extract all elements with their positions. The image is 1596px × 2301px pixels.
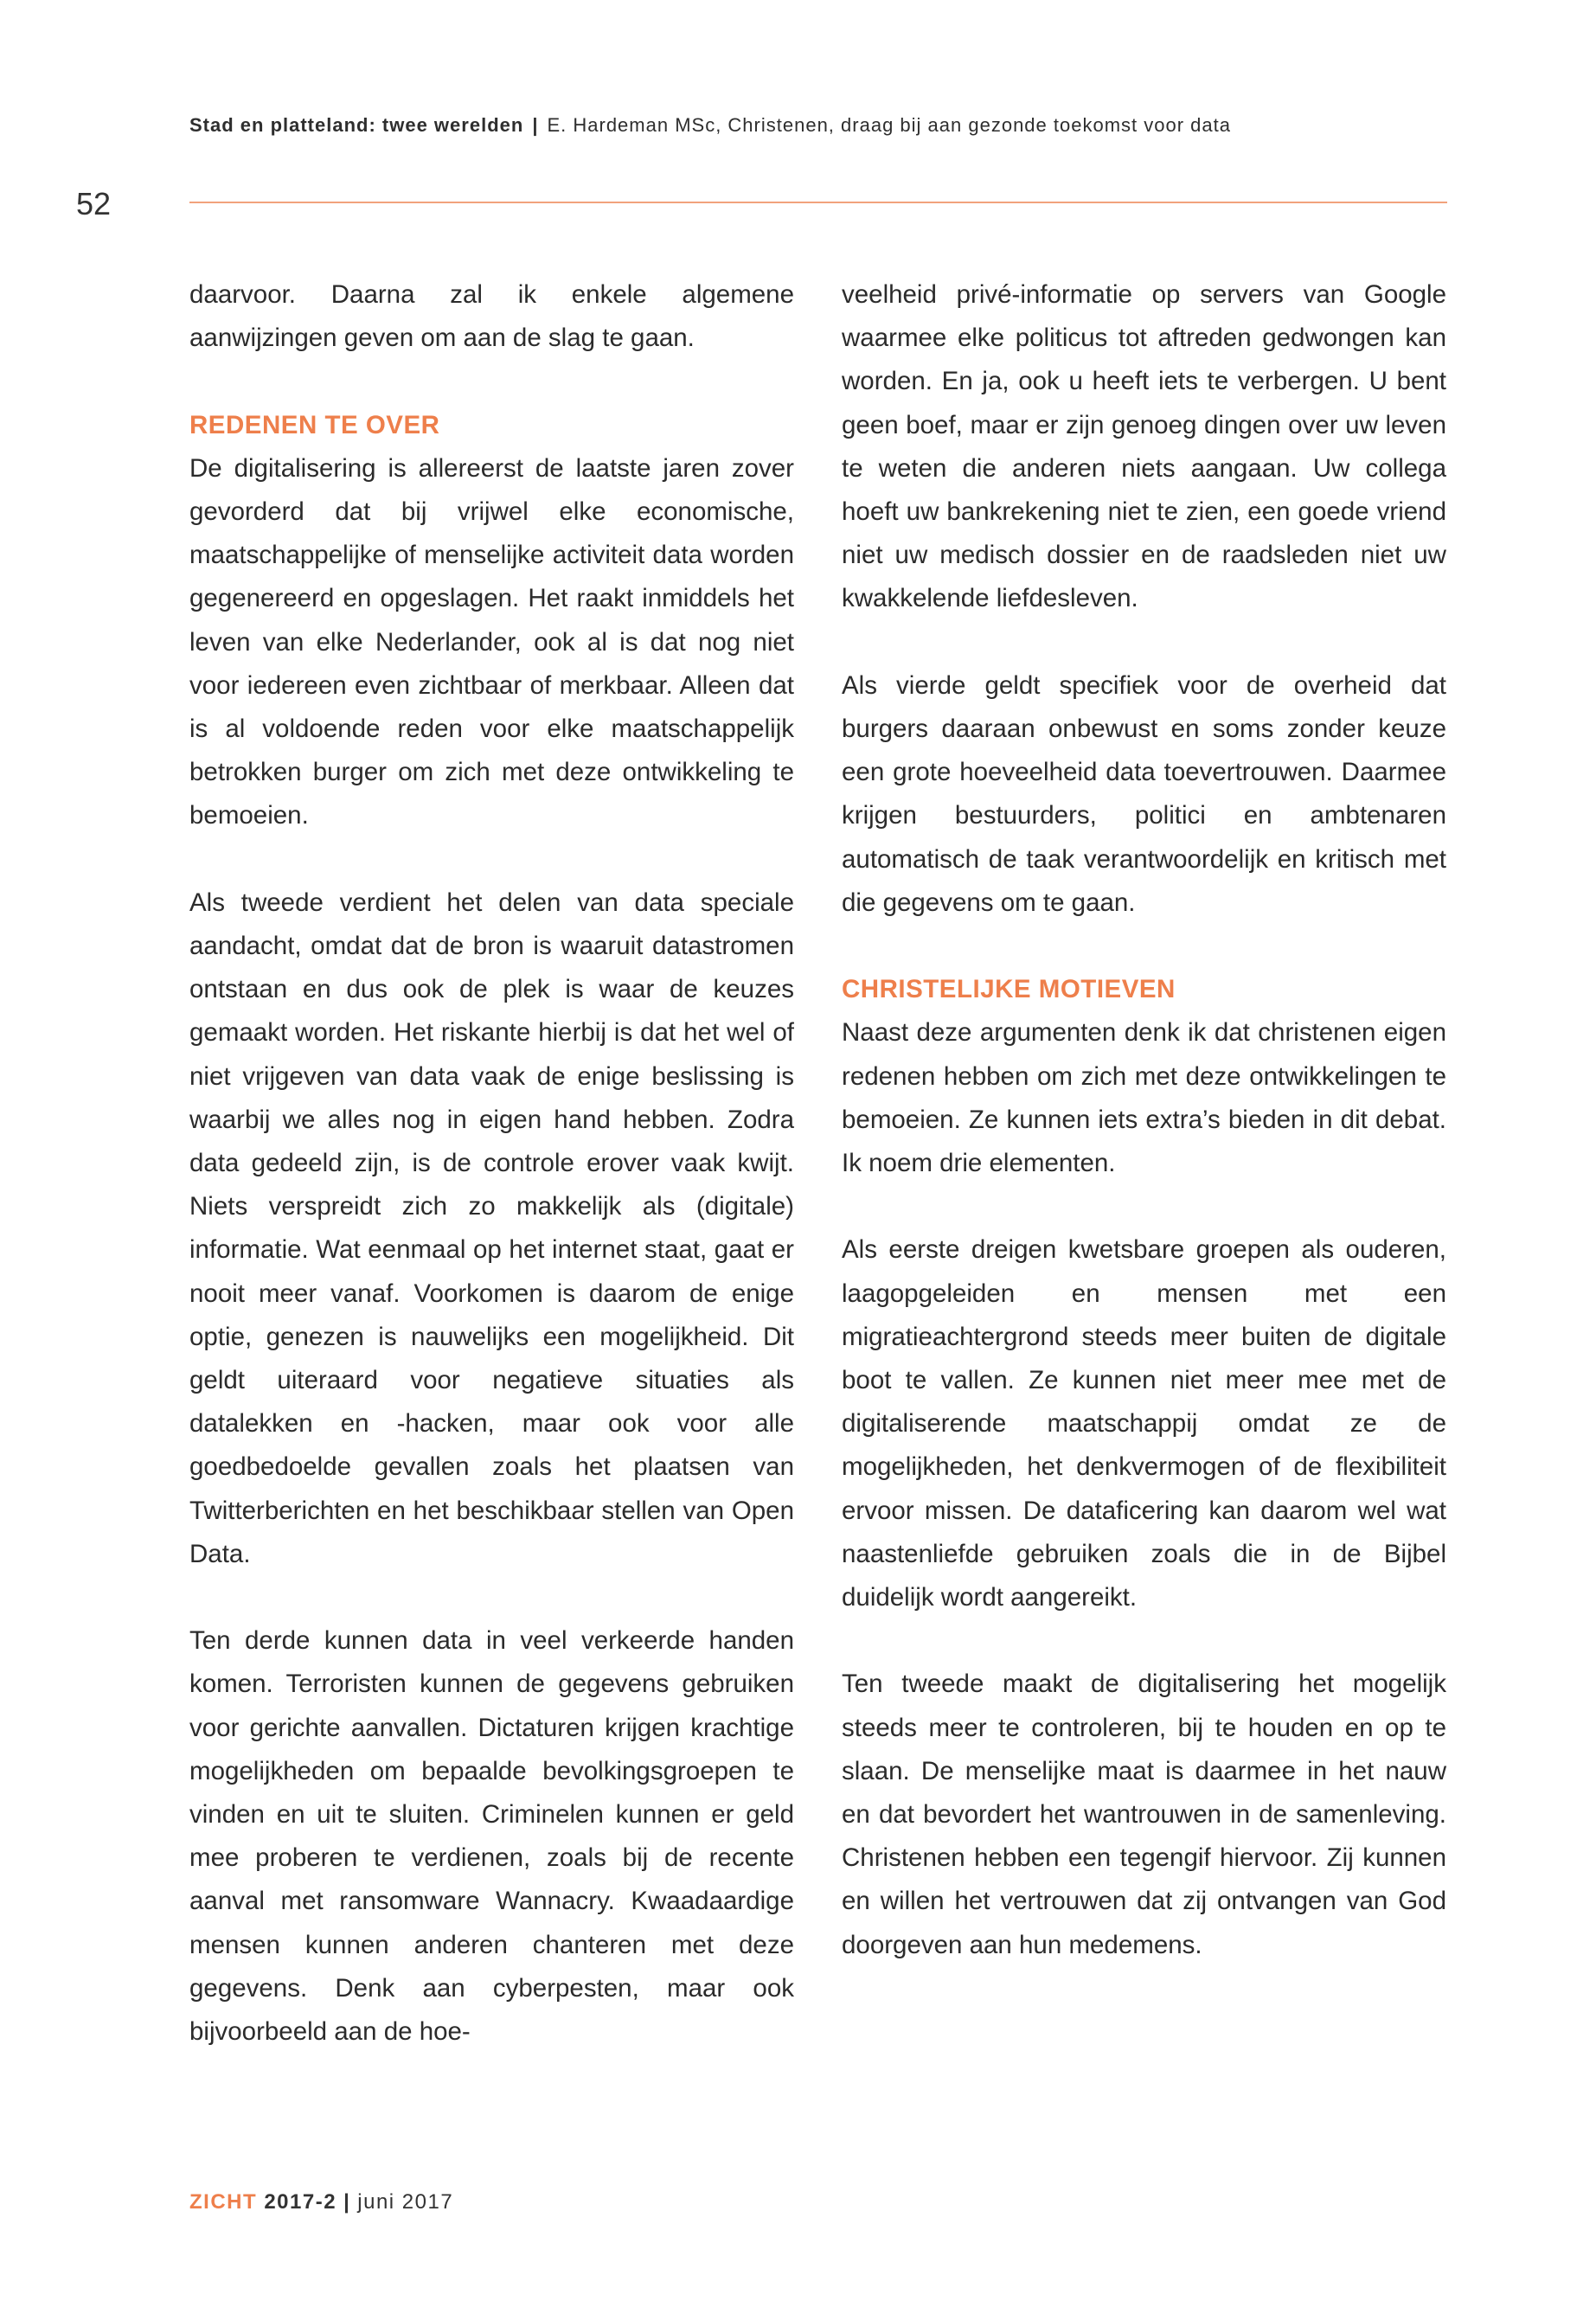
paragraph: De digitalisering is allereerst de laatste jaren zover gevorderd dat bij vrijwel elke economische, maatschappelijke of menselijke activiteit data worden gegenereerd en opgeslagen. Het raakt inmiddels het leven van elke Nederlander, ook al is dat nog niet voor iedereen even zichtbaar of merkbaar. Alleen dat is al voldoende reden voor elke maatschappelijk betrokken burger om zich met deze ontwikkeling te bemoeien. [189,453,794,830]
section-heading-redenen: REDENEN TE OVER [189,410,440,439]
page-number: 52 [76,186,112,221]
header-rule [189,202,1447,203]
section-heading-christelijke: CHRISTELIJKE MOTIEVEN [842,975,1176,1004]
footer-separator: | [343,2190,351,2214]
footer-brand: ZICHT [189,2190,258,2214]
right-column [842,273,1446,2010]
footer-date: juni 2017 [357,2190,454,2214]
paragraph: veelheid privé-informatie op servers van Google waarmee elke politicus tot aftreden gedwongen kan worden. En ja, ook u heeft iets te verbergen. U bent geen boef, maar er zijn genoeg dingen over uw leven te weten die anderen niets aangaan. Uw collega hoeft uw bankrekening niet te zien, een goede vriend niet uw medisch dossier en de raadsleden niet uw kwakkelende liefdesleven. [842,280,1446,613]
paragraph: Naast deze argumenten denk ik dat christenen eigen redenen hebben om zich met deze ontwikkelingen te bemoeien. Ze kunnen iets extra’s bieden in dit debat. Ik noem drie elementen. [842,1018,1446,1178]
paragraph: Als vierde geldt specifiek voor de overheid dat burgers daaraan onbewust en soms zonder keuze een grote hoeveelheid data toevertrouwen. Daarmee krijgen bestuurders, politici en ambtenaren automatisch de taak verantwoordelijk en kritisch met die gegevens om te gaan. [842,670,1446,917]
paragraph: Ten derde kunnen data in veel verkeerde handen komen. Terroristen kunnen de gegevens gebruiken voor gerichte aanvallen. Dictaturen krijgen krachtige mogelijkheden om bepaalde bevolkingsgroepen te vinden en uit te sluiten. Criminelen kunnen er geld mee proberen te verdienen, zoals bij de recente aanval met ransomware Wannacry. Kwaadaardige mensen kunnen anderen chanteren met deze gegevens. Denk aan cyberpesten, maar ook bijvoorbeeld aan de hoe- [189,1626,794,2047]
running-header [189,114,1231,137]
footer-issue: 2017-2 [264,2190,337,2214]
header-subtitle: E. Hardeman MSc, Christenen, draag bij aan gezonde toekomst voor data [547,114,1231,136]
paragraph: daarvoor. Daarna zal ik enkele algemene aanwijzingen geven om aan de slag te gaan. [189,280,794,353]
left-column [189,273,794,2097]
header-title: Stad en platteland: twee werelden [189,114,524,136]
paragraph: Als tweede verdient het delen van data speciale aandacht, omdat dat de bron is waaruit datastromen ontstaan en dus ook de plek is waar de keuzes gemaakt worden. Het riskante hierbij is dat het wel of niet vrijgeven van data vaak de enige beslissing is waarbij we alles nog in eigen hand hebben. Zodra data gedeeld zijn, is de controle erover vaak kwijt. Niets verspreidt zich zo makkelijk als (digitale) informatie. Wat eenmaal op het internet staat, gaat er nooit meer vanaf. Voorkomen is daarom de enige optie, genezen is nauwelijks een mogelijkheid. Dit geldt uiteraard voor negatieve situaties als datalekken en -hacken, maar ook voor alle goedbedoelde gevallen zoals het plaatsen van Twitterberichten en het beschikbaar stellen van Open Data. [189,888,794,1568]
paragraph: Als eerste dreigen kwetsbare groepen als ouderen, laagopgeleiden en mensen met een migratieachtergrond steeds meer buiten de digitale boot te vallen. Ze kunnen niet meer mee met de digitaliserende maatschappij omdat ze de mogelijkheden, het denkvermogen of de flexibiliteit ervoor missen. De dataficering kan daarom wel wat naastenliefde gebruiken zoals die in de Bijbel duidelijk wordt aangereikt. [842,1235,1446,1612]
footer [189,2190,453,2214]
header-separator: | [532,114,539,136]
paragraph: Ten tweede maakt de digitalisering het mogelijk steeds meer te controleren, bij te houden en op te slaan. De menselijke maat is daarmee in het nauw en dat bevordert het wantrouwen in de samenleving. Christenen hebben een tegengif hiervoor. Zij kunnen en willen het vertrouwen dat zij ontvangen van God doorgeven aan hun medemens. [842,1670,1446,1959]
